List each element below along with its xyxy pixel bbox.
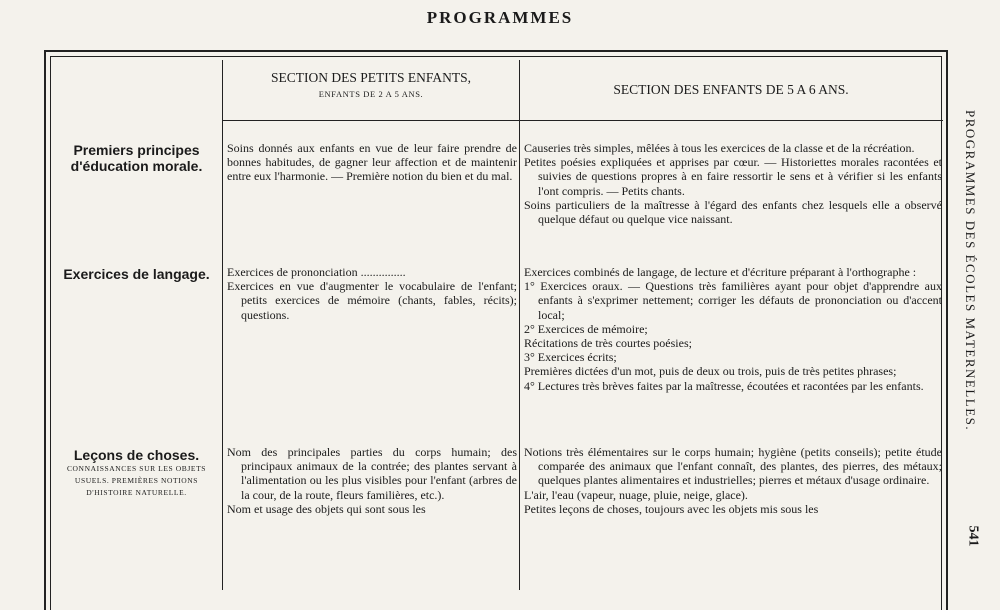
text-paragraph: Causeries très simples, mêlées à tous les exercices de la classe et de la récréation. <box>524 141 915 155</box>
row-label-choses <box>54 447 219 499</box>
cell-choses-petits <box>227 445 517 516</box>
text-paragraph: Exercices combinés de langage, de lecture et d'écriture préparant à l'orthographe : <box>524 265 917 279</box>
text-paragraph: 3° Exercices écrits; <box>524 350 617 365</box>
text-paragraph: 4° Lectures très brèves faites par la maîtresse, écoutées et racontées par les enfants. <box>524 378 924 393</box>
running-title-text: PROGRAMMES DES ÉCOLES MATERNELLES. <box>963 110 978 432</box>
cell-langage-grands <box>524 265 942 393</box>
text-paragraph: Exercices de prononciation ............... <box>227 265 406 279</box>
column-header-petits-subtitle: ENFANTS DE 2 A 5 ANS. <box>318 89 424 99</box>
column-divider-left <box>222 60 223 590</box>
column-header-petits <box>224 70 518 102</box>
row-label-choses-subtitle: CONNAISSANCES SUR LES OBJETS USUELS. PREMIÈRES NOTIONS D'HISTOIRE NATURELLE. <box>66 464 207 497</box>
text-paragraph: Notions très élémentaires sur le corps humain; hygiène (petits conseils); petite étude comparée des animaux que l'enfant connaît, des plantes, des pierres, des métaux; quelques plantes alimentaires et industrielles; pierres et métaux d'usage ordinaire. <box>524 445 942 488</box>
text-paragraph: Petites leçons de choses, toujours avec les objets mis sous les <box>524 501 819 516</box>
text-paragraph: Premières dictées d'un mot, puis de deux ou trois, puis de très petites phrases; <box>524 364 897 379</box>
cell-morale-grands <box>524 141 942 226</box>
row-label-choses-title: Leçons de choses. <box>73 447 200 463</box>
text-paragraph: Nom et usage des objets qui sont sous les <box>227 501 426 516</box>
text-paragraph: 1° Exercices oraux. — Questions très familières ayant pour objet d'apprendre aux enfants à s'exprimer nettement; corriger les défauts de prononciation ou d'accent local; <box>524 279 942 322</box>
column-header-grands: SECTION DES ENFANTS DE 5 A 6 ANS. <box>613 82 849 97</box>
column-divider-right <box>519 60 520 590</box>
row-label-morale: Premiers principes d'éducation morale. <box>70 142 203 174</box>
text-paragraph: Exercices en vue d'augmenter le vocabulaire de l'enfant; petits exercices de mémoire (chants, fables, récits); questions. <box>227 279 517 322</box>
text-paragraph: Récitations de très courtes poésies; <box>524 336 692 351</box>
text-paragraph: Soins particuliers de la maîtresse à l'égard des enfants chez lesquels elle a observé quelque défaut ou quelque vice naissant. <box>524 197 942 227</box>
header-rule <box>222 120 943 121</box>
text-paragraph: Nom des principales parties du corps humain; des principaux animaux de la contrée; des plantes servant à l'alimentation ou les plus visibles pour l'enfant (arbres de la cour, de la route, fleurs familières, etc.). <box>227 445 517 502</box>
page-number: 541 <box>965 525 981 547</box>
column-header-petits-title: SECTION DES PETITS ENFANTS, <box>270 70 471 85</box>
text-paragraph: Petites poésies expliquées et apprises par cœur. — Historiettes morales racontées et suivies de questions propres à en faire ressortir le sens et à vérifier si les enfants l'ont compris. — Petits chants. <box>524 155 942 198</box>
page-title: PROGRAMMES <box>426 8 574 27</box>
text-paragraph: L'air, l'eau (vapeur, nuage, pluie, neige, glace). <box>524 487 748 502</box>
cell-morale-petits <box>227 141 517 184</box>
text-paragraph: Soins donnés aux enfants en vue de leur faire prendre de bonnes habitudes, de gagner leur affection et de maintenir entre eux l'harmonie. — Première notion du bien et du mal. <box>227 141 517 184</box>
text-paragraph: 2° Exercices de mémoire; <box>524 321 648 336</box>
row-label-langage: Exercices de langage. <box>63 266 210 282</box>
running-title <box>958 110 982 490</box>
cell-langage-petits <box>227 265 517 322</box>
cell-choses-grands <box>524 445 942 516</box>
